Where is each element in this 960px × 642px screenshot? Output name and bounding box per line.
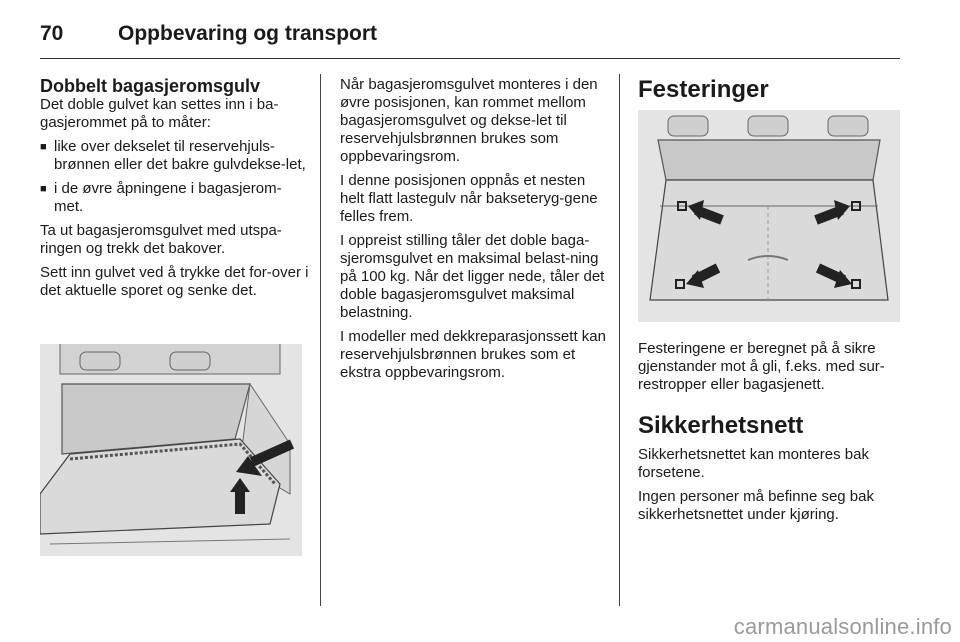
paragraph: I modeller med dekkreparasjonssett kan reservehjulsbrønnen brukes som et ekstra oppbevaringsrom. [340, 328, 606, 381]
section-heading-safety-net: Sikkerhetsnett [638, 412, 804, 439]
bullet-square-icon: ■ [40, 141, 47, 153]
trunk-lashing-drawing [638, 110, 900, 322]
list-item [40, 180, 310, 216]
trunk-floor-drawing [40, 344, 302, 556]
paragraph: Sett inn gulvet ved å trykke det for-over i det aktuelle sporet og senke det. [40, 264, 309, 299]
column-3-lower [638, 340, 908, 530]
column-divider [619, 74, 620, 606]
lashing-eyes-illustration [638, 110, 900, 322]
paragraph: Festeringene er beregnet på å sikre gjenstander mot å gli, f.eks. med sur-restropper eller bagasjenett. [638, 340, 885, 393]
list-item [40, 138, 310, 174]
column-1 [40, 76, 310, 306]
paragraph: Sikkerhetsnettet kan monteres bak forsetene. [638, 446, 869, 481]
chapter-title: Oppbevaring og transport [118, 22, 378, 45]
list-item-text: like over dekselet til reservehjuls-brønnen eller det bakre gulvdekse-let, [54, 138, 306, 173]
paragraph: Når bagasjeromsgulvet monteres i den øvre posisjonen, kan rommet mellom bagasjeromsgulvet og dekse-let til reservehjulsbrønnen brukes som oppbevaringsrom. [340, 76, 598, 165]
intro-text: Det doble gulvet kan settes inn i ba-gasjerommet på to måter: [40, 96, 279, 131]
double-floor-illustration [40, 344, 302, 556]
section-heading-double-floor: Dobbelt bagasjeromsgulv [40, 76, 261, 96]
section-heading-lashing-eyes: Festeringer [638, 76, 769, 103]
watermark: carmanualsonline.info [733, 614, 952, 639]
column-3 [638, 76, 908, 104]
paragraph: I oppreist stilling tåler det doble baga-sjeromsgulvet en maksimal belast-ning på 100 kg. Når det ligger nede, tåler det doble bagasjeromsgulvet maksimal belastning. [340, 232, 605, 321]
column-divider [320, 74, 321, 606]
list-item-text: i de øvre åpningene i bagasjerom-met. [54, 180, 282, 215]
paragraph: Ta ut bagasjeromsgulvet med utspa-ringen og trekk det bakover. [40, 222, 282, 257]
paragraph: I denne posisjonen oppnås et nesten helt flatt lastegulv når bakseteryg-gene felles frem. [340, 172, 598, 225]
paragraph: Ingen personer må befinne seg bak sikkerhetsnettet under kjøring. [638, 488, 874, 523]
column-2 [340, 76, 608, 388]
page-header [40, 18, 900, 59]
bullet-square-icon: ■ [40, 183, 47, 195]
page-number: 70 [40, 22, 64, 45]
